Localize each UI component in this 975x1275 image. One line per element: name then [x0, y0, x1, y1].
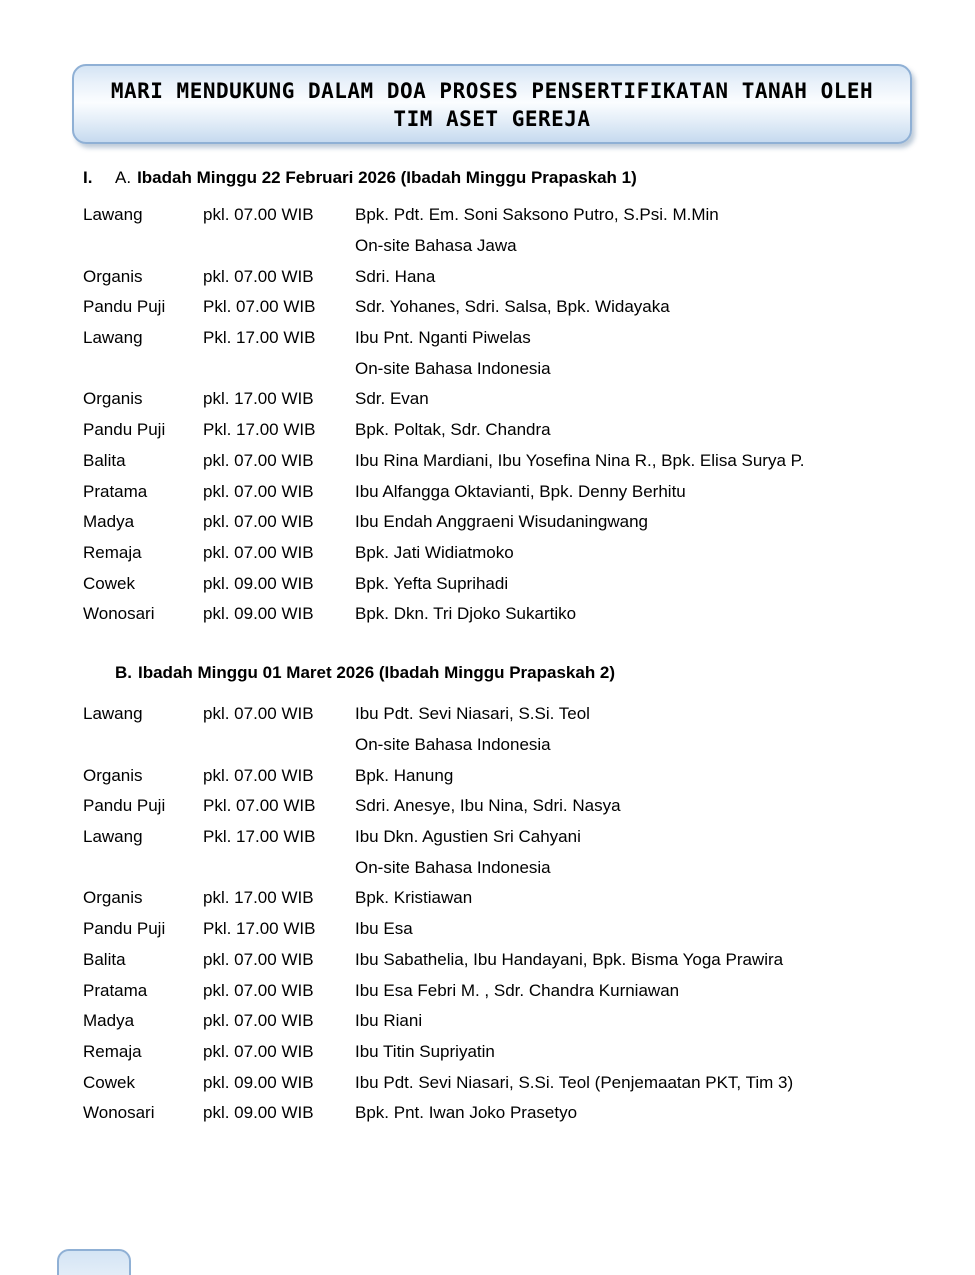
table-row: [83, 791, 935, 822]
role-cell: Pandu Puji: [83, 796, 166, 816]
table-row: [83, 945, 935, 976]
title-banner: [72, 64, 912, 144]
person-cell: Bpk. Kristiawan: [355, 888, 473, 908]
person-cell: Ibu Titin Supriyatin: [355, 1041, 495, 1061]
role-cell: Lawang: [83, 704, 143, 724]
time-cell: Pkl. 17.00 WIB: [203, 919, 316, 939]
role-cell: Remaja: [83, 542, 142, 562]
table-row: [83, 476, 935, 507]
section-numeral: I.: [83, 168, 93, 187]
table-row: [83, 822, 935, 853]
person-cell: Sdri. Anesye, Ibu Nina, Sdri. Nasya: [355, 796, 621, 816]
person-cell: On-site Bahasa Indonesia: [355, 358, 551, 378]
table-row: [83, 384, 935, 415]
time-cell: pkl. 07.00 WIB: [203, 512, 314, 532]
table-row: [83, 883, 935, 914]
table-row: [83, 323, 935, 354]
time-cell: pkl. 09.00 WIB: [203, 1103, 314, 1123]
table-row: [83, 730, 935, 761]
time-cell: Pkl. 17.00 WIB: [203, 827, 316, 847]
title-banner-line1: MARI MENDUKUNG DALAM DOA PROSES PENSERTIFIKATAN TANAH OLEH: [110, 79, 874, 103]
time-cell: Pkl. 17.00 WIB: [203, 420, 316, 440]
role-cell: Cowek: [83, 1072, 135, 1092]
role-cell: Lawang: [83, 328, 143, 348]
person-cell: Ibu Endah Anggraeni Wisudaningwang: [355, 512, 648, 532]
time-cell: pkl. 17.00 WIB: [203, 389, 314, 409]
role-cell: Pandu Puji: [83, 420, 166, 440]
table-row: [83, 975, 935, 1006]
role-cell: Remaja: [83, 1041, 142, 1061]
role-cell: Organis: [83, 266, 143, 286]
role-cell: Organis: [83, 888, 143, 908]
role-cell: Madya: [83, 512, 135, 532]
time-cell: pkl. 07.00 WIB: [203, 1011, 314, 1031]
time-cell: pkl. 17.00 WIB: [203, 888, 314, 908]
table-row: [83, 1098, 935, 1129]
table-row: [83, 261, 935, 292]
person-cell: Ibu Pnt. Nganti Piwelas: [355, 328, 531, 348]
next-page-banner-fragment: [57, 1249, 131, 1275]
section-heading-b: [115, 662, 615, 684]
section-letter: B.: [115, 663, 132, 682]
person-cell: Bpk. Hanung: [355, 765, 454, 785]
table-row: [83, 1067, 935, 1098]
person-cell: Ibu Rina Mardiani, Ibu Yosefina Nina R., Bpk. Elisa Surya P.: [355, 450, 805, 470]
person-cell: Ibu Riani: [355, 1011, 423, 1031]
role-cell: Organis: [83, 389, 143, 409]
time-cell: pkl. 07.00 WIB: [203, 205, 314, 225]
person-cell: Bpk. Pdt. Em. Soni Saksono Putro, S.Psi. M.Min: [355, 205, 719, 225]
section-title: Ibadah Minggu 01 Maret 2026 (Ibadah Minggu Prapaskah 2): [138, 663, 616, 682]
table-row: [83, 599, 935, 630]
person-cell: Ibu Dkn. Agustien Sri Cahyani: [355, 827, 581, 847]
table-row: [83, 231, 935, 262]
table-row: [83, 292, 935, 323]
person-cell: Bpk. Poltak, Sdr. Chandra: [355, 420, 551, 440]
role-cell: Lawang: [83, 827, 143, 847]
table-row: [83, 415, 935, 446]
table-row: [83, 353, 935, 384]
table-row: [83, 914, 935, 945]
section-heading-a: [83, 167, 637, 189]
time-cell: pkl. 07.00 WIB: [203, 481, 314, 501]
table-row: [83, 538, 935, 569]
time-cell: pkl. 07.00 WIB: [203, 542, 314, 562]
time-cell: Pkl. 07.00 WIB: [203, 796, 316, 816]
table-row: [83, 852, 935, 883]
table-row: [83, 1037, 935, 1068]
person-cell: Ibu Alfangga Oktavianti, Bpk. Denny Berhitu: [355, 481, 686, 501]
table-row: [83, 200, 935, 231]
table-row: [83, 507, 935, 538]
person-cell: Ibu Sabathelia, Ibu Handayani, Bpk. Bisma Yoga Prawira: [355, 949, 784, 969]
schedule-table-b: [83, 699, 935, 1129]
title-banner-line2: TIM ASET GEREJA: [393, 107, 591, 131]
role-cell: Madya: [83, 1011, 135, 1031]
role-cell: Organis: [83, 765, 143, 785]
person-cell: On-site Bahasa Jawa: [355, 236, 517, 256]
table-row: [83, 699, 935, 730]
time-cell: pkl. 07.00 WIB: [203, 450, 314, 470]
role-cell: Pandu Puji: [83, 297, 166, 317]
time-cell: pkl. 09.00 WIB: [203, 604, 314, 624]
person-cell: Sdr. Yohanes, Sdri. Salsa, Bpk. Widayaka: [355, 297, 670, 317]
role-cell: Wonosari: [83, 604, 155, 624]
role-cell: Balita: [83, 949, 126, 969]
person-cell: On-site Bahasa Indonesia: [355, 735, 551, 755]
section-letter: A.: [115, 168, 132, 187]
schedule-table-a: [83, 200, 935, 630]
role-cell: Pratama: [83, 980, 148, 1000]
person-cell: Sdr. Evan: [355, 389, 429, 409]
time-cell: pkl. 07.00 WIB: [203, 980, 314, 1000]
role-cell: Cowek: [83, 573, 135, 593]
table-row: [83, 1006, 935, 1037]
person-cell: Ibu Esa Febri M. , Sdr. Chandra Kurniawan: [355, 980, 680, 1000]
time-cell: Pkl. 07.00 WIB: [203, 297, 316, 317]
person-cell: Bpk. Pnt. Iwan Joko Prasetyo: [355, 1103, 578, 1123]
role-cell: Lawang: [83, 205, 143, 225]
section-title: Ibadah Minggu 22 Februari 2026 (Ibadah Minggu Prapaskah 1): [137, 168, 637, 187]
time-cell: pkl. 07.00 WIB: [203, 704, 314, 724]
table-row: [83, 446, 935, 477]
role-cell: Wonosari: [83, 1103, 155, 1123]
person-cell: Ibu Pdt. Sevi Niasari, S.Si. Teol: [355, 704, 590, 724]
time-cell: pkl. 07.00 WIB: [203, 1041, 314, 1061]
time-cell: pkl. 09.00 WIB: [203, 573, 314, 593]
person-cell: Ibu Pdt. Sevi Niasari, S.Si. Teol (Penjemaatan PKT, Tim 3): [355, 1072, 794, 1092]
person-cell: Bpk. Dkn. Tri Djoko Sukartiko: [355, 604, 577, 624]
role-cell: Balita: [83, 450, 126, 470]
role-cell: Pandu Puji: [83, 919, 166, 939]
person-cell: Bpk. Yefta Suprihadi: [355, 573, 509, 593]
person-cell: Sdri. Hana: [355, 266, 436, 286]
time-cell: pkl. 07.00 WIB: [203, 765, 314, 785]
person-cell: Bpk. Jati Widiatmoko: [355, 542, 514, 562]
person-cell: Ibu Esa: [355, 919, 413, 939]
time-cell: pkl. 09.00 WIB: [203, 1072, 314, 1092]
time-cell: Pkl. 17.00 WIB: [203, 328, 316, 348]
person-cell: On-site Bahasa Indonesia: [355, 857, 551, 877]
table-row: [83, 568, 935, 599]
time-cell: pkl. 07.00 WIB: [203, 949, 314, 969]
time-cell: pkl. 07.00 WIB: [203, 266, 314, 286]
role-cell: Pratama: [83, 481, 148, 501]
table-row: [83, 760, 935, 791]
